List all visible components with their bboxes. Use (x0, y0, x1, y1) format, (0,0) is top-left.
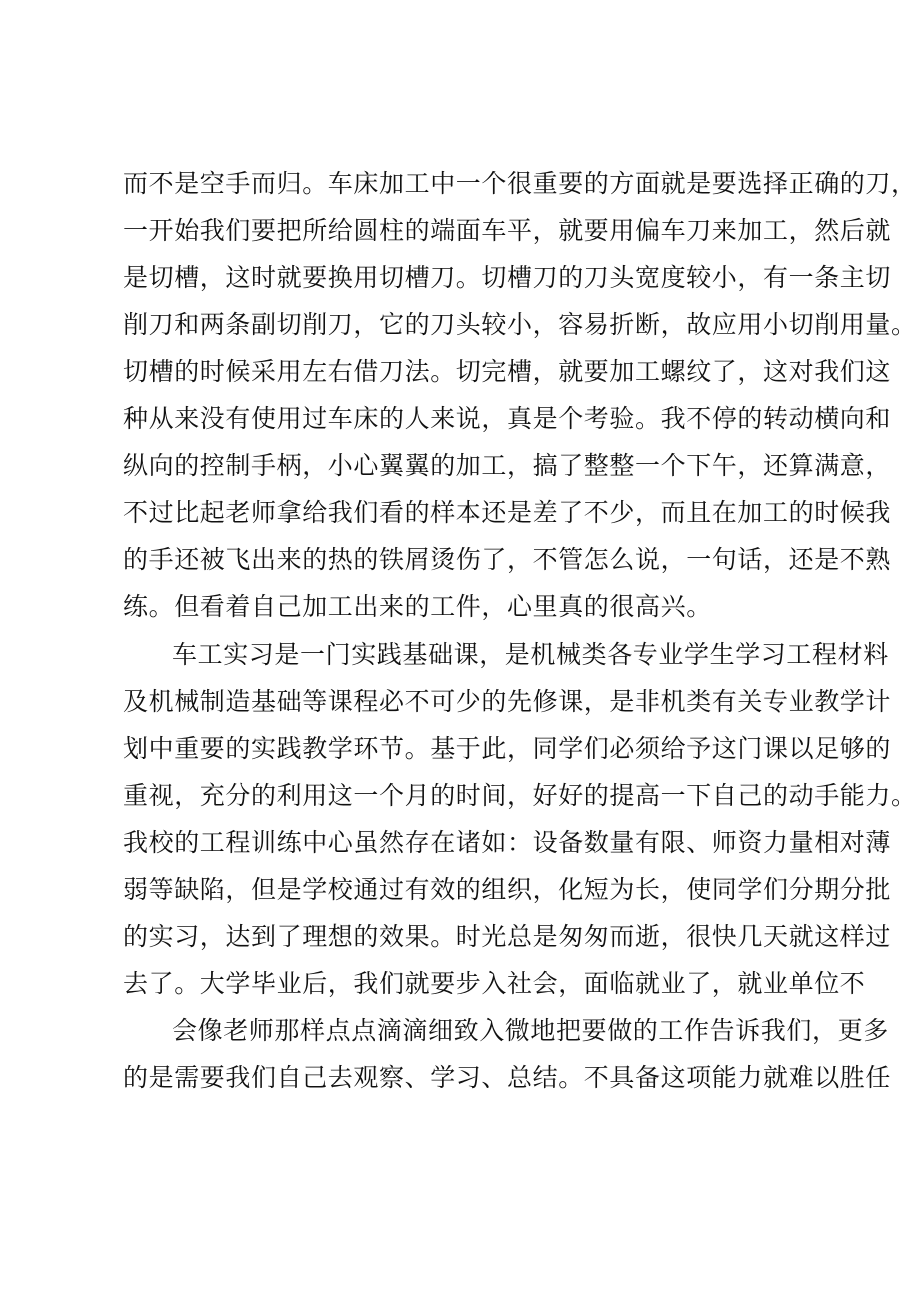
text-line: 的实习，达到了理想的效果。时光总是匆匆而逝，很快几天就这样过 (123, 922, 892, 951)
text-line: 是切槽，这时就要换用切槽刀。切槽刀的刀头宽度较小，有一条主切 (123, 263, 892, 292)
text-line: 削刀和两条副切削刀，它的刀头较小，容易折断，故应用小切削用量。 (123, 310, 917, 339)
text-line: 切槽的时候采用左右借刀法。切完槽，就要加工螺纹了，这对我们这 (123, 357, 892, 386)
text-line: 弱等缺陷，但是学校通过有效的组织，化短为长，使同学们分期分批 (123, 875, 892, 904)
text-line: 及机械制造基础等课程必不可少的先修课，是非机类有关专业教学计 (123, 687, 892, 716)
text-line: 的是需要我们自己去观察、学习、总结。不具备这项能力就难以胜任 (123, 1063, 892, 1092)
text-line: 去了。大学毕业后，我们就要步入社会，面临就业了，就业单位不 (123, 969, 866, 998)
paragraph-first-line: 车工实习是一门实践基础课，是机械类各专业学生学习工程材料 (172, 640, 889, 669)
paragraph-first-line: 会像老师那样点点滴滴细致入微地把要做的工作告诉我们，更多 (172, 1016, 889, 1045)
text-line: 练。但看着自己加工出来的工件，心里真的很高兴。 (123, 592, 712, 621)
text-line: 而不是空手而归。车床加工中一个很重要的方面就是要选择正确的刀， (123, 169, 917, 198)
text-line: 一开始我们要把所给圆柱的端面车平，就要用偏车刀来加工，然后就 (123, 216, 892, 245)
text-line: 纵向的控制手柄，小心翼翼的加工，搞了整整一个下午，还算满意， (123, 451, 892, 480)
text-line: 我校的工程训练中心虽然存在诸如：设备数量有限、师资力量相对薄 (123, 828, 892, 857)
text-line: 重视，充分的利用这一个月的时间，好好的提高一下自己的动手能力。 (123, 781, 917, 810)
text-line: 划中重要的实践教学环节。基于此，同学们必须给予这门课以足够的 (123, 734, 892, 763)
text-line: 不过比起老师拿给我们看的样本还是差了不少，而且在加工的时候我 (123, 498, 892, 527)
text-line: 的手还被飞出来的热的铁屑烫伤了，不管怎么说，一句话，还是不熟 (123, 545, 892, 574)
text-line: 种从来没有使用过车床的人来说，真是个考验。我不停的转动横向和 (123, 404, 892, 433)
